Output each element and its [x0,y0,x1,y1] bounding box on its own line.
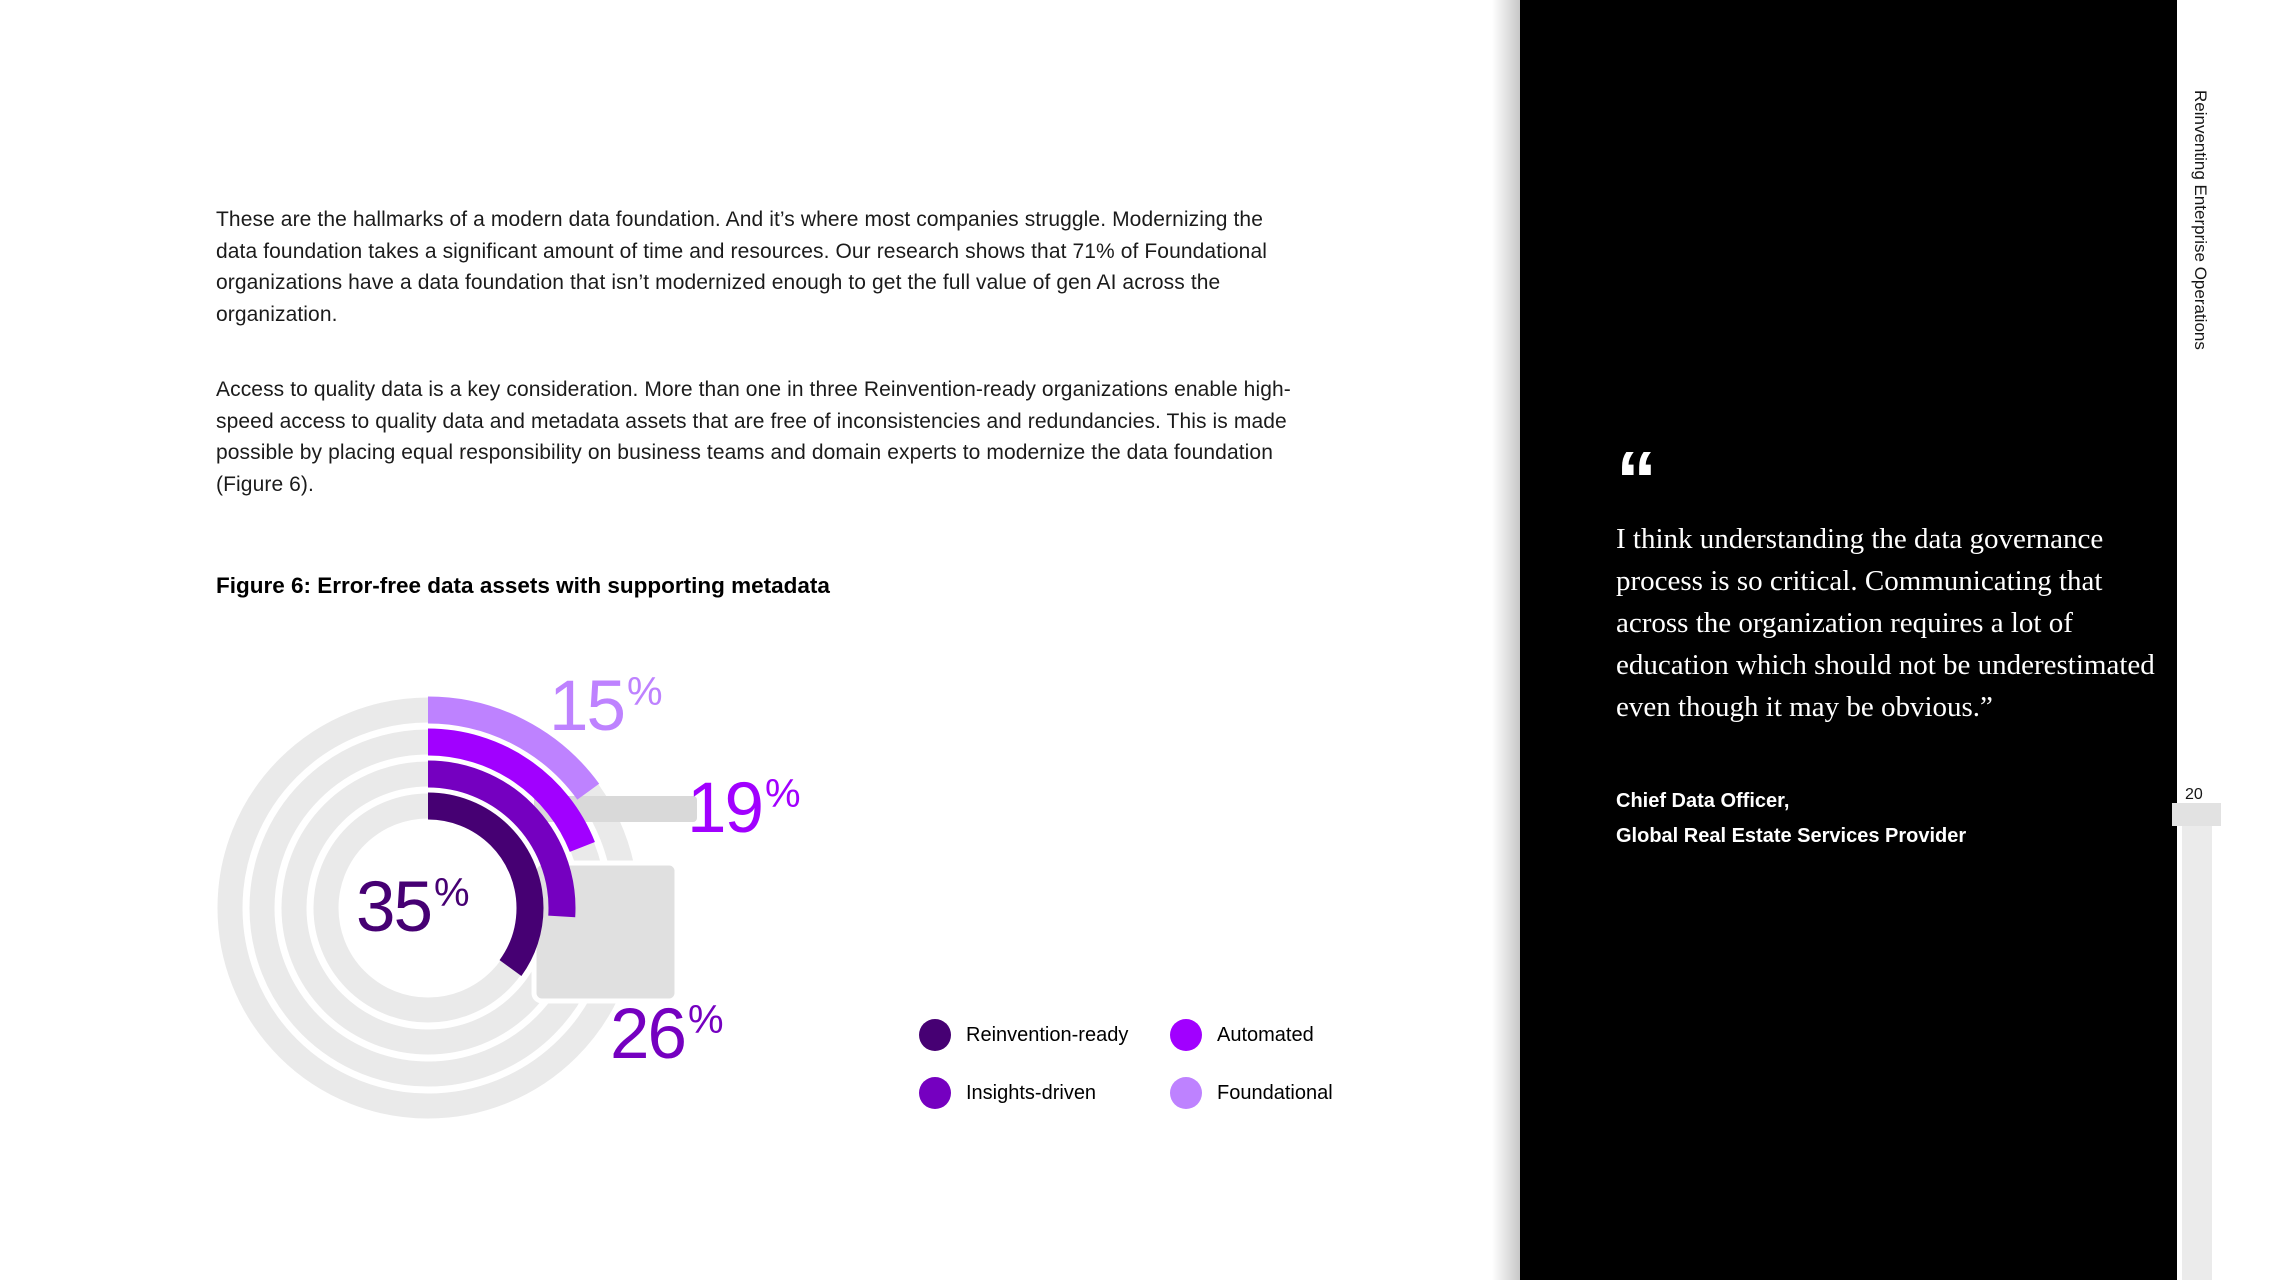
percent-sign: % [687,998,724,1042]
pct-value: 19 [687,769,762,848]
legend-swatch-reinvention-ready [919,1019,951,1051]
percent-sign: % [626,670,663,714]
page-spine-shadow [1492,0,1520,1280]
legend-item-foundational [1170,1077,1421,1109]
chart-legend [919,1019,1421,1109]
pct-value: 15 [549,667,624,746]
pct-value: 26 [610,995,685,1074]
legend-label: Reinvention-ready [966,1023,1129,1046]
page-number: 20 [2185,786,2203,803]
chapter-vertical-title: Reinventing Enterprise Operations [2191,90,2210,350]
quote-mark-icon: “ [1616,435,1657,526]
figure-title: Figure 6: Error-free data assets with supporting metadata [216,573,830,598]
pct-label-foundational [549,667,663,746]
legend-swatch-insights-driven [919,1077,951,1109]
pct-label-automated [687,769,801,848]
attribution-name: Chief Data Officer, [1616,790,1790,812]
percent-sign: % [764,772,801,816]
legend-label: Automated [1217,1023,1314,1046]
attribution-org: Global Real Estate Services Provider [1616,825,1967,847]
quote-text: I think understanding the data governance process is so critical. Communicating that across the organization requires a lot of education which should not be underestimated even though it may be obvious.” [1616,523,2155,723]
percent-sign: % [433,871,470,915]
pct-label-insights-driven [610,995,724,1074]
legend-item-reinvention-ready [919,1019,1170,1051]
radial-chart [188,668,788,1148]
bookmark-ribbon [2182,826,2212,1280]
legend-swatch-foundational [1170,1077,1202,1109]
legend-label: Foundational [1217,1081,1333,1104]
legend-item-automated [1170,1019,1421,1051]
quote-attribution [1616,784,1966,854]
bookmark-ribbon-cap [2172,803,2221,826]
legend-swatch-automated [1170,1019,1202,1051]
body-paragraph-1: These are the hallmarks of a modern data foundation. And it’s where most companies struggle. Modernizing the data foundation takes a significant amount of time and resources. Our research shows that 71% of Foundational organizations have a data foundation that isn’t modernized enough to get the full value of gen AI across the organization. [216,208,1268,326]
legend-label: Insights-driven [966,1081,1097,1104]
body-paragraph-2: Access to quality data is a key consideration. More than one in three Reinvention-ready organizations enable high-speed access to quality data and metadata assets that are free of inconsistencies and redundancies. This is made possible by placing equal responsibility on business teams and domain experts to modernize the data foundation (Figure 6). [216,378,1291,496]
legend-item-insights-driven [919,1077,1170,1109]
pct-value: 35 [356,868,431,947]
pct-label-reinvention-ready [356,868,470,947]
